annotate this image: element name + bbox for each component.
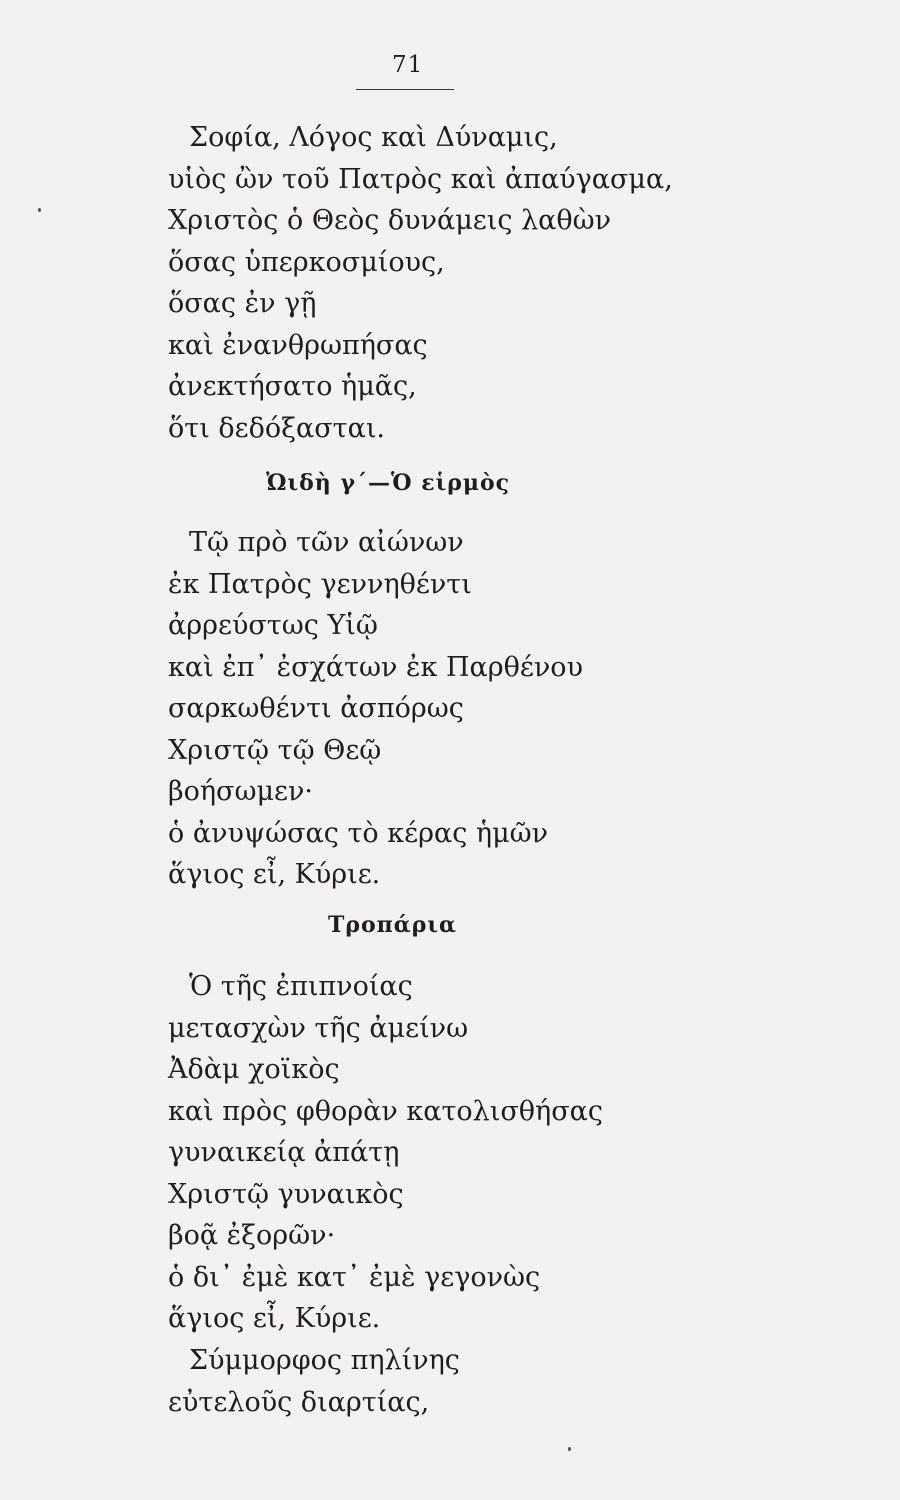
verse-line: ὅσας ἐν γῇ — [168, 288, 317, 319]
verse-line: Σοφία, Λόγος καὶ Δύναμις, — [189, 122, 558, 153]
ode-heading: Ὠιδὴ γ΄—Ὁ εἱρμὸς — [266, 470, 511, 496]
verse-line: εὐτελοῦς διαρτίας, — [168, 1386, 430, 1418]
ink-speck — [38, 208, 41, 212]
verse-line: Χριστὸς ὁ Θεὸς δυνάμεις λαθὼν — [168, 205, 612, 236]
verse-line: ἀνεκτήσατο ἡμᾶς, — [168, 371, 417, 402]
verse-line: καὶ ἐνανθρωπήσας — [168, 329, 428, 361]
verse-line: ἅγιος εἶ, Κύριε. — [168, 1303, 381, 1334]
verse-line: Τῷ πρὸ τῶν αἰώνων — [189, 527, 464, 558]
verse-line: μετασχὼν τῆς ἀμείνω — [168, 1012, 469, 1044]
verse-line: ἅγιος εἶ, Κύριε. — [168, 859, 381, 890]
verse-line: ὁ ἀνυψώσας τὸ κέρας ἡμῶν — [168, 817, 549, 849]
verse-line: καὶ πρὸς φθορὰν κατολισθήσας — [168, 1095, 604, 1127]
verse-line: Χριστῷ τῷ Θεῷ — [168, 734, 382, 766]
ink-speck — [568, 1447, 571, 1451]
verse-line: γυναικείᾳ ἀπάτῃ — [168, 1137, 400, 1168]
verse-line: Ὁ τῆς ἐπιπνοίας — [189, 971, 413, 1002]
verse-line: Σύμμορφος πηλίνης — [189, 1345, 460, 1376]
hirmos-stanza — [168, 522, 583, 896]
troparia-heading: Τροπάρια — [328, 912, 457, 938]
hymn-stanza-1 — [168, 117, 673, 449]
verse-line: ἐκ Πατρὸς γεννηθέντι — [168, 568, 472, 600]
troparion-stanza-1 — [168, 966, 603, 1340]
verse-line: Ἀδὰμ χοϊκὸς — [168, 1054, 340, 1085]
verse-line: ὅτι δεδόξασται. — [168, 412, 385, 444]
verse-line: βοᾷ ἐξορῶν· — [168, 1220, 336, 1251]
verse-line: ὁ δι᾿ ἐμὲ κατ᾿ ἐμὲ γεγονὼς — [168, 1261, 541, 1293]
verse-line: υἱὸς ὢν τοῦ Πατρὸς καὶ ἀπαύγασμα, — [168, 163, 673, 195]
verse-line: Χριστῷ γυναικὸς — [168, 1178, 404, 1210]
troparion-stanza-2 — [168, 1340, 460, 1423]
page-number: 71 — [392, 52, 424, 78]
verse-line: ἀρρεύστως Υἱῷ — [168, 610, 378, 641]
verse-line: σαρκωθέντι ἀσπόρως — [168, 693, 464, 724]
page-number-rule — [356, 89, 454, 90]
verse-line: ὅσας ὑπερκοσμίους, — [168, 246, 445, 278]
verse-line: καὶ ἐπ᾿ ἐσχάτων ἐκ Παρθένου — [168, 651, 583, 683]
verse-line: βοήσωμεν· — [168, 776, 314, 807]
